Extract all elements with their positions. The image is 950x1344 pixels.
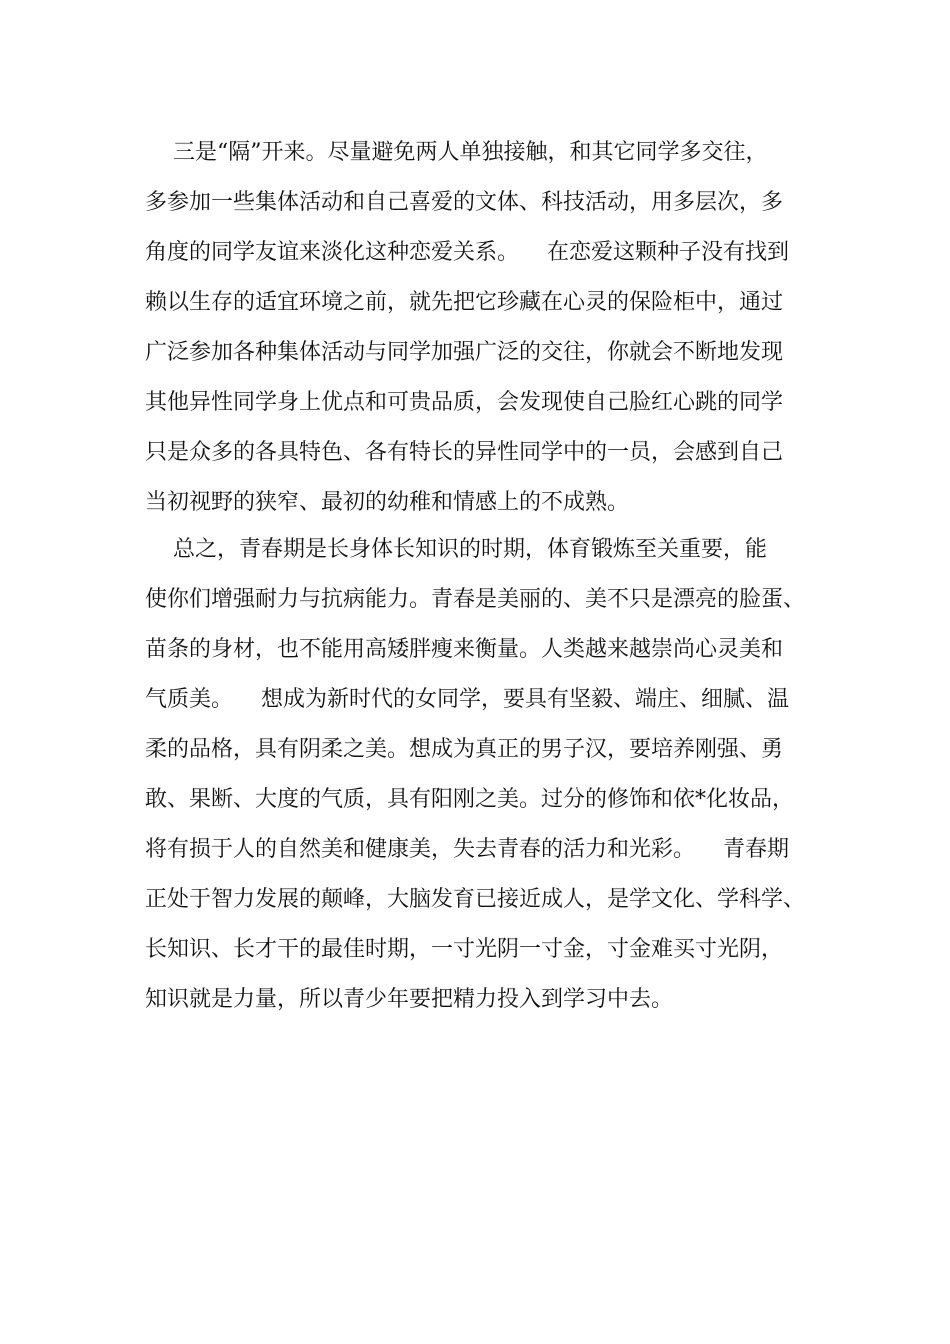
text-line: 敢、果断、大度的气质，具有阳刚之美。过分的修饰和依*化妆品， xyxy=(145,787,795,812)
text-line: 正处于智力发展的颠峰，大脑发育已接近成人，是学文化、学科学、 xyxy=(145,887,806,912)
text-line: 广泛参加各种集体活动与同学加强广泛的交往，你就会不断地发现 xyxy=(145,340,784,365)
text-line: 知识就是力量，所以青少年要把精力投入到学习中去。 xyxy=(145,987,674,1012)
paragraph-separation xyxy=(145,128,835,528)
text-line: 将有损于人的自然美和健康美，失去青春的活力和光彩。 青春期 xyxy=(145,837,789,862)
text-line: 角度的同学友谊来淡化这种恋爱关系。 在恋爱这颗种子没有找到 xyxy=(145,240,789,265)
text-line: 柔的品格，具有阴柔之美。想成为真正的男子汉，要培养刚强、勇 xyxy=(145,737,784,762)
paragraph-conclusion xyxy=(145,525,835,1025)
text-line: 苗条的身材，也不能用高矮胖瘦来衡量。人类越来越崇尚心灵美和 xyxy=(145,637,784,662)
text-line: 当初视野的狭窄、最初的幼稚和情感上的不成熟。 xyxy=(145,490,630,515)
text-line: 长知识、长才干的最佳时期，一寸光阴一寸金，寸金难买寸光阴， xyxy=(145,937,784,962)
text-line: 只是众多的各具特色、各有特长的异性同学中的一员，会感到自己 xyxy=(145,440,784,465)
text-line: 赖以生存的适宜环境之前，就先把它珍藏在心灵的保险柜中，通过 xyxy=(145,290,784,315)
text-line: 其他异性同学身上优点和可贵品质，会发现使自己脸红心跳的同学 xyxy=(145,390,784,415)
text-line: 三是“隔”开来。尽量避免两人单独接触，和其它同学多交往， xyxy=(145,140,768,165)
text-line: 气质美。 想成为新时代的女同学，要具有坚毅、端庄、细腻、温 xyxy=(145,687,789,712)
text-line: 使你们增强耐力与抗病能力。青春是美丽的、美不只是漂亮的脸蛋、 xyxy=(145,587,806,612)
text-line: 总之，青春期是长身体长知识的时期，体育锻炼至关重要，能 xyxy=(145,537,767,562)
text-line: 多参加一些集体活动和自己喜爱的文体、科技活动，用多层次，多 xyxy=(145,190,784,215)
